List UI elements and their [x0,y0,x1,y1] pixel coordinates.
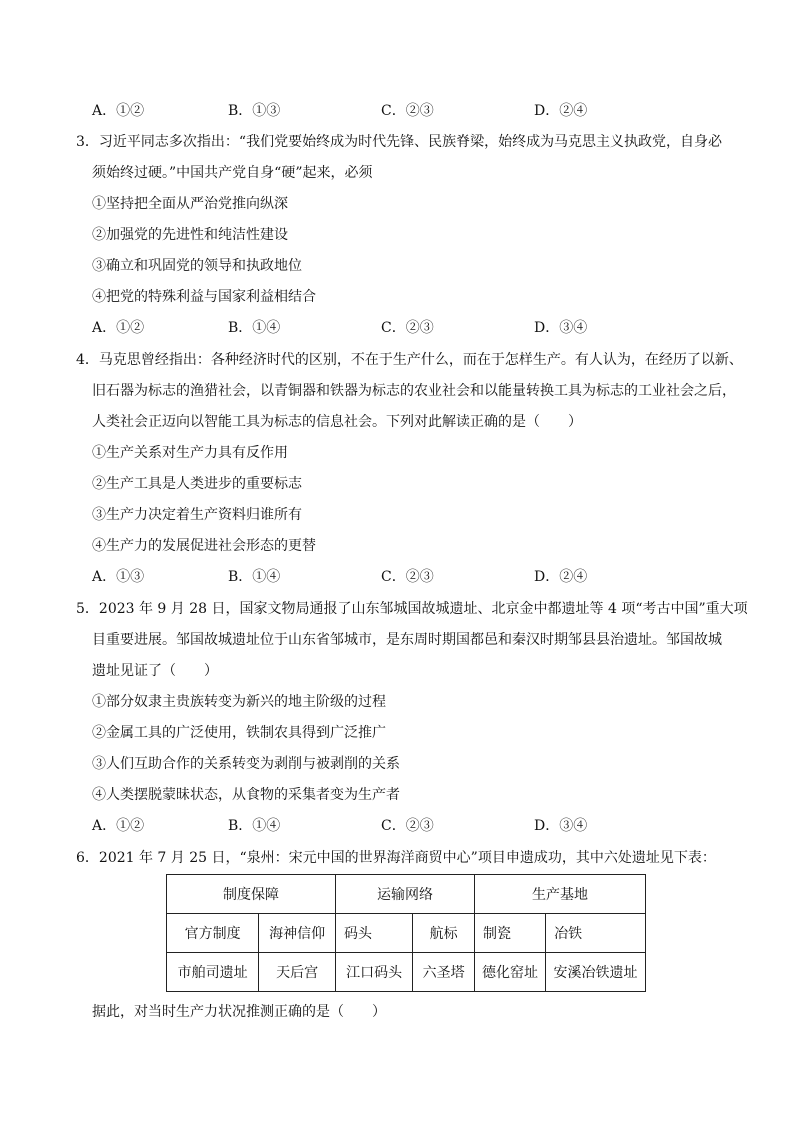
table-cell: 德化窑址 [475,953,546,992]
q2-option-c[interactable]: C．②③ [381,103,434,119]
q5-option-a[interactable]: A．①② [92,818,145,834]
table-subheader: 官方制度 [167,914,259,953]
q5-options [92,816,712,836]
q3-item-1: ①坚持把全面从严治党推向纵深 [92,196,288,212]
q3-options [92,318,712,338]
q4-stem-line-2: 旧石器为标志的渔猎社会，以青铜器和铁器为标志的农业社会和以能量转换工具为标志的工业社会之后， [92,383,736,399]
q5-item-1: ①部分奴隶主贵族转变为新兴的地主阶级的过程 [92,694,386,710]
q4-item-2: ②生产工具是人类进步的重要标志 [92,476,302,492]
q3-stem-line-1: 3．习近平同志多次指出：“我们党要始终成为时代先锋、民族脊梁，始终成为马克思主义执政党，自身必 [76,134,723,150]
q5-option-c[interactable]: C．②③ [381,818,434,834]
table-subheader: 海神信仰 [259,914,336,953]
q4-option-b[interactable]: B．①④ [228,569,281,585]
q5-stem-line-1: 5．2023 年 9 月 28 日，国家文物局通报了山东邹城国故城遗址、北京金中都遗址等 4 项“考古中国”重大项 [76,601,748,617]
q2-option-d[interactable]: D．②④ [534,103,588,119]
q6-question: 据此，对当时生产力状况推测正确的是（ ） [92,1004,386,1020]
q5-item-3: ③人们互助合作的关系转变为剥削与被剥削的关系 [92,756,400,772]
q4-option-a[interactable]: A．①③ [92,569,145,585]
q6-heritage-table [166,874,646,992]
table-cell: 六圣塔 [413,953,475,992]
q4-option-d[interactable]: D．②④ [534,569,588,585]
q5-stem-line-3: 遗址见证了（ ） [92,663,218,679]
q4-item-1: ①生产关系对生产力具有反作用 [92,445,288,461]
q3-option-a[interactable]: A．①② [92,320,145,336]
q4-stem-line-1: 4．马克思曾经指出：各种经济时代的区别，不在于生产什么，而在于怎样生产。有人认为，在经历了以新、 [76,352,743,368]
q5-option-b[interactable]: B．①④ [228,818,281,834]
table-group-header: 制度保障 [167,875,336,914]
q3-option-c[interactable]: C．②③ [381,320,434,336]
table-cell: 江口码头 [336,953,413,992]
q3-stem-line-2: 须始终过硬。”中国共产党自身“硬”起来，必须 [92,165,373,181]
q3-item-2: ②加强党的先进性和纯洁性建设 [92,227,288,243]
q3-item-3: ③确立和巩固党的领导和执政地位 [92,258,302,274]
q2-option-a[interactable]: A．①② [92,103,145,119]
q2-option-b[interactable]: B．①③ [228,103,281,119]
q3-option-b[interactable]: B．①④ [228,320,281,336]
table-row [167,875,646,914]
table-cell: 安溪冶铁遗址 [546,953,646,992]
q5-option-d[interactable]: D．③④ [534,818,588,834]
table-row [167,953,646,992]
q4-option-c[interactable]: C．②③ [381,569,434,585]
q2-options [92,101,712,121]
table-subheader: 码头 [336,914,413,953]
table-subheader: 航标 [413,914,475,953]
table-subheader: 制瓷 [475,914,546,953]
table-cell: 天后宫 [259,953,336,992]
table-cell: 市舶司遗址 [167,953,259,992]
q4-item-4: ④生产力的发展促进社会形态的更替 [92,538,316,554]
q5-stem-line-2: 目重要进展。邹国故城遗址位于山东省邹城市，是东周时期国都邑和秦汉时期邹县县治遗址。邹国故城 [92,632,722,648]
table-row [167,914,646,953]
q6-stem: 6．2021 年 7 月 25 日，“泉州：宋元中国的世界海洋商贸中心”项目申遗成功，其中六处遗址见下表： [76,850,716,866]
q3-option-d[interactable]: D．③④ [534,320,588,336]
q5-item-2: ②金属工具的广泛使用，铁制农具得到广泛推广 [92,725,386,741]
q4-options [92,567,712,587]
table-group-header: 生产基地 [475,875,646,914]
table-subheader: 冶铁 [546,914,646,953]
q4-stem-line-3: 人类社会正迈向以智能工具为标志的信息社会。下列对此解读正确的是（ ） [92,414,582,430]
q3-item-4: ④把党的特殊利益与国家利益相结合 [92,289,316,305]
q5-item-4: ④人类摆脱蒙昧状态，从食物的采集者变为生产者 [92,787,400,803]
table-group-header: 运输网络 [336,875,475,914]
q4-item-3: ③生产力决定着生产资料归谁所有 [92,507,302,523]
